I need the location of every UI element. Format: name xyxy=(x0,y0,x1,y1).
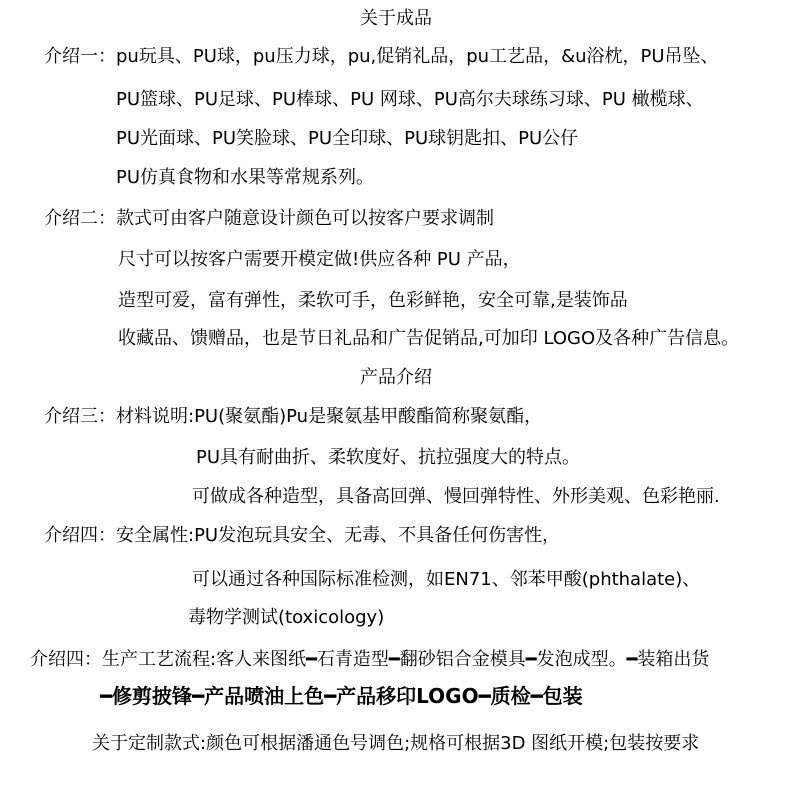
intro3-line2: PU具有耐曲折、柔软度好、抗拉强度大的特点。 xyxy=(196,447,581,468)
custom-styles-line: 关于定制款式:颜色可根据潘通色号调色;规格可根据3D 图纸开模;包装按要求 xyxy=(92,733,700,754)
intro2-line4: 收藏品、馈赠品，也是节日礼品和广告促销品,可加印 LOGO及各种广告信息。 xyxy=(118,328,740,349)
intro3-line3: 可做成各种造型，具备高回弹、慢回弹特性、外形美观、色彩艳丽. xyxy=(192,486,720,507)
intro3-line1: 介绍三：材料说明:PU(聚氨酯)Pu是聚氨基甲酸酯简称聚氨酯， xyxy=(44,406,543,427)
intro1-line4: PU仿真食物和水果等常规系列。 xyxy=(116,167,375,188)
intro2-line3: 造型可爱，富有弹性，柔软可手，色彩鲜艳，安全可靠,是装饰品 xyxy=(118,290,628,311)
intro2-line2: 尺寸可以按客户需要开模定做!供应各种 PU 产品， xyxy=(118,249,521,270)
intro4b-line2: ━修剪披锋━产品喷油上色━产品移印LOGO━质检━包装 xyxy=(100,684,583,708)
intro1-line1: 介绍一：pu玩具、PU球，pu压力球，pu,促销礼品，pu工艺品，&u浴枕，PU吊坠、 xyxy=(44,46,719,67)
intro4a-line2: 可以通过各种国际标准检测，如EN71、邻苯甲酸(phthalate)、 xyxy=(192,569,701,590)
intro1-line3: PU光面球、PU笑脸球、PU全印球、PU球钥匙扣、PU公仔 xyxy=(116,128,579,149)
intro2-line1: 介绍二：款式可由客户随意设计颜色可以按客户要求调制 xyxy=(44,208,494,229)
intro4b-line1: 介绍四：生产工艺流程:客人来图纸━石青造型━翻砂铝合金模具━发泡成型。━装箱出货 xyxy=(30,649,710,670)
intro1-line2: PU篮球、PU足球、PU棒球、PU 网球、PU高尔夫球练习球、PU 橄榄球、 xyxy=(116,89,704,110)
heading-about-products: 关于成品 xyxy=(360,8,432,29)
intro4a-line1: 介绍四：安全属性:PU发泡玩具安全、无毒、不具备任何伤害性， xyxy=(44,525,561,546)
intro4a-line3: 毒物学测试(toxicology) xyxy=(188,607,385,628)
heading-product-intro: 产品介绍 xyxy=(360,367,432,388)
